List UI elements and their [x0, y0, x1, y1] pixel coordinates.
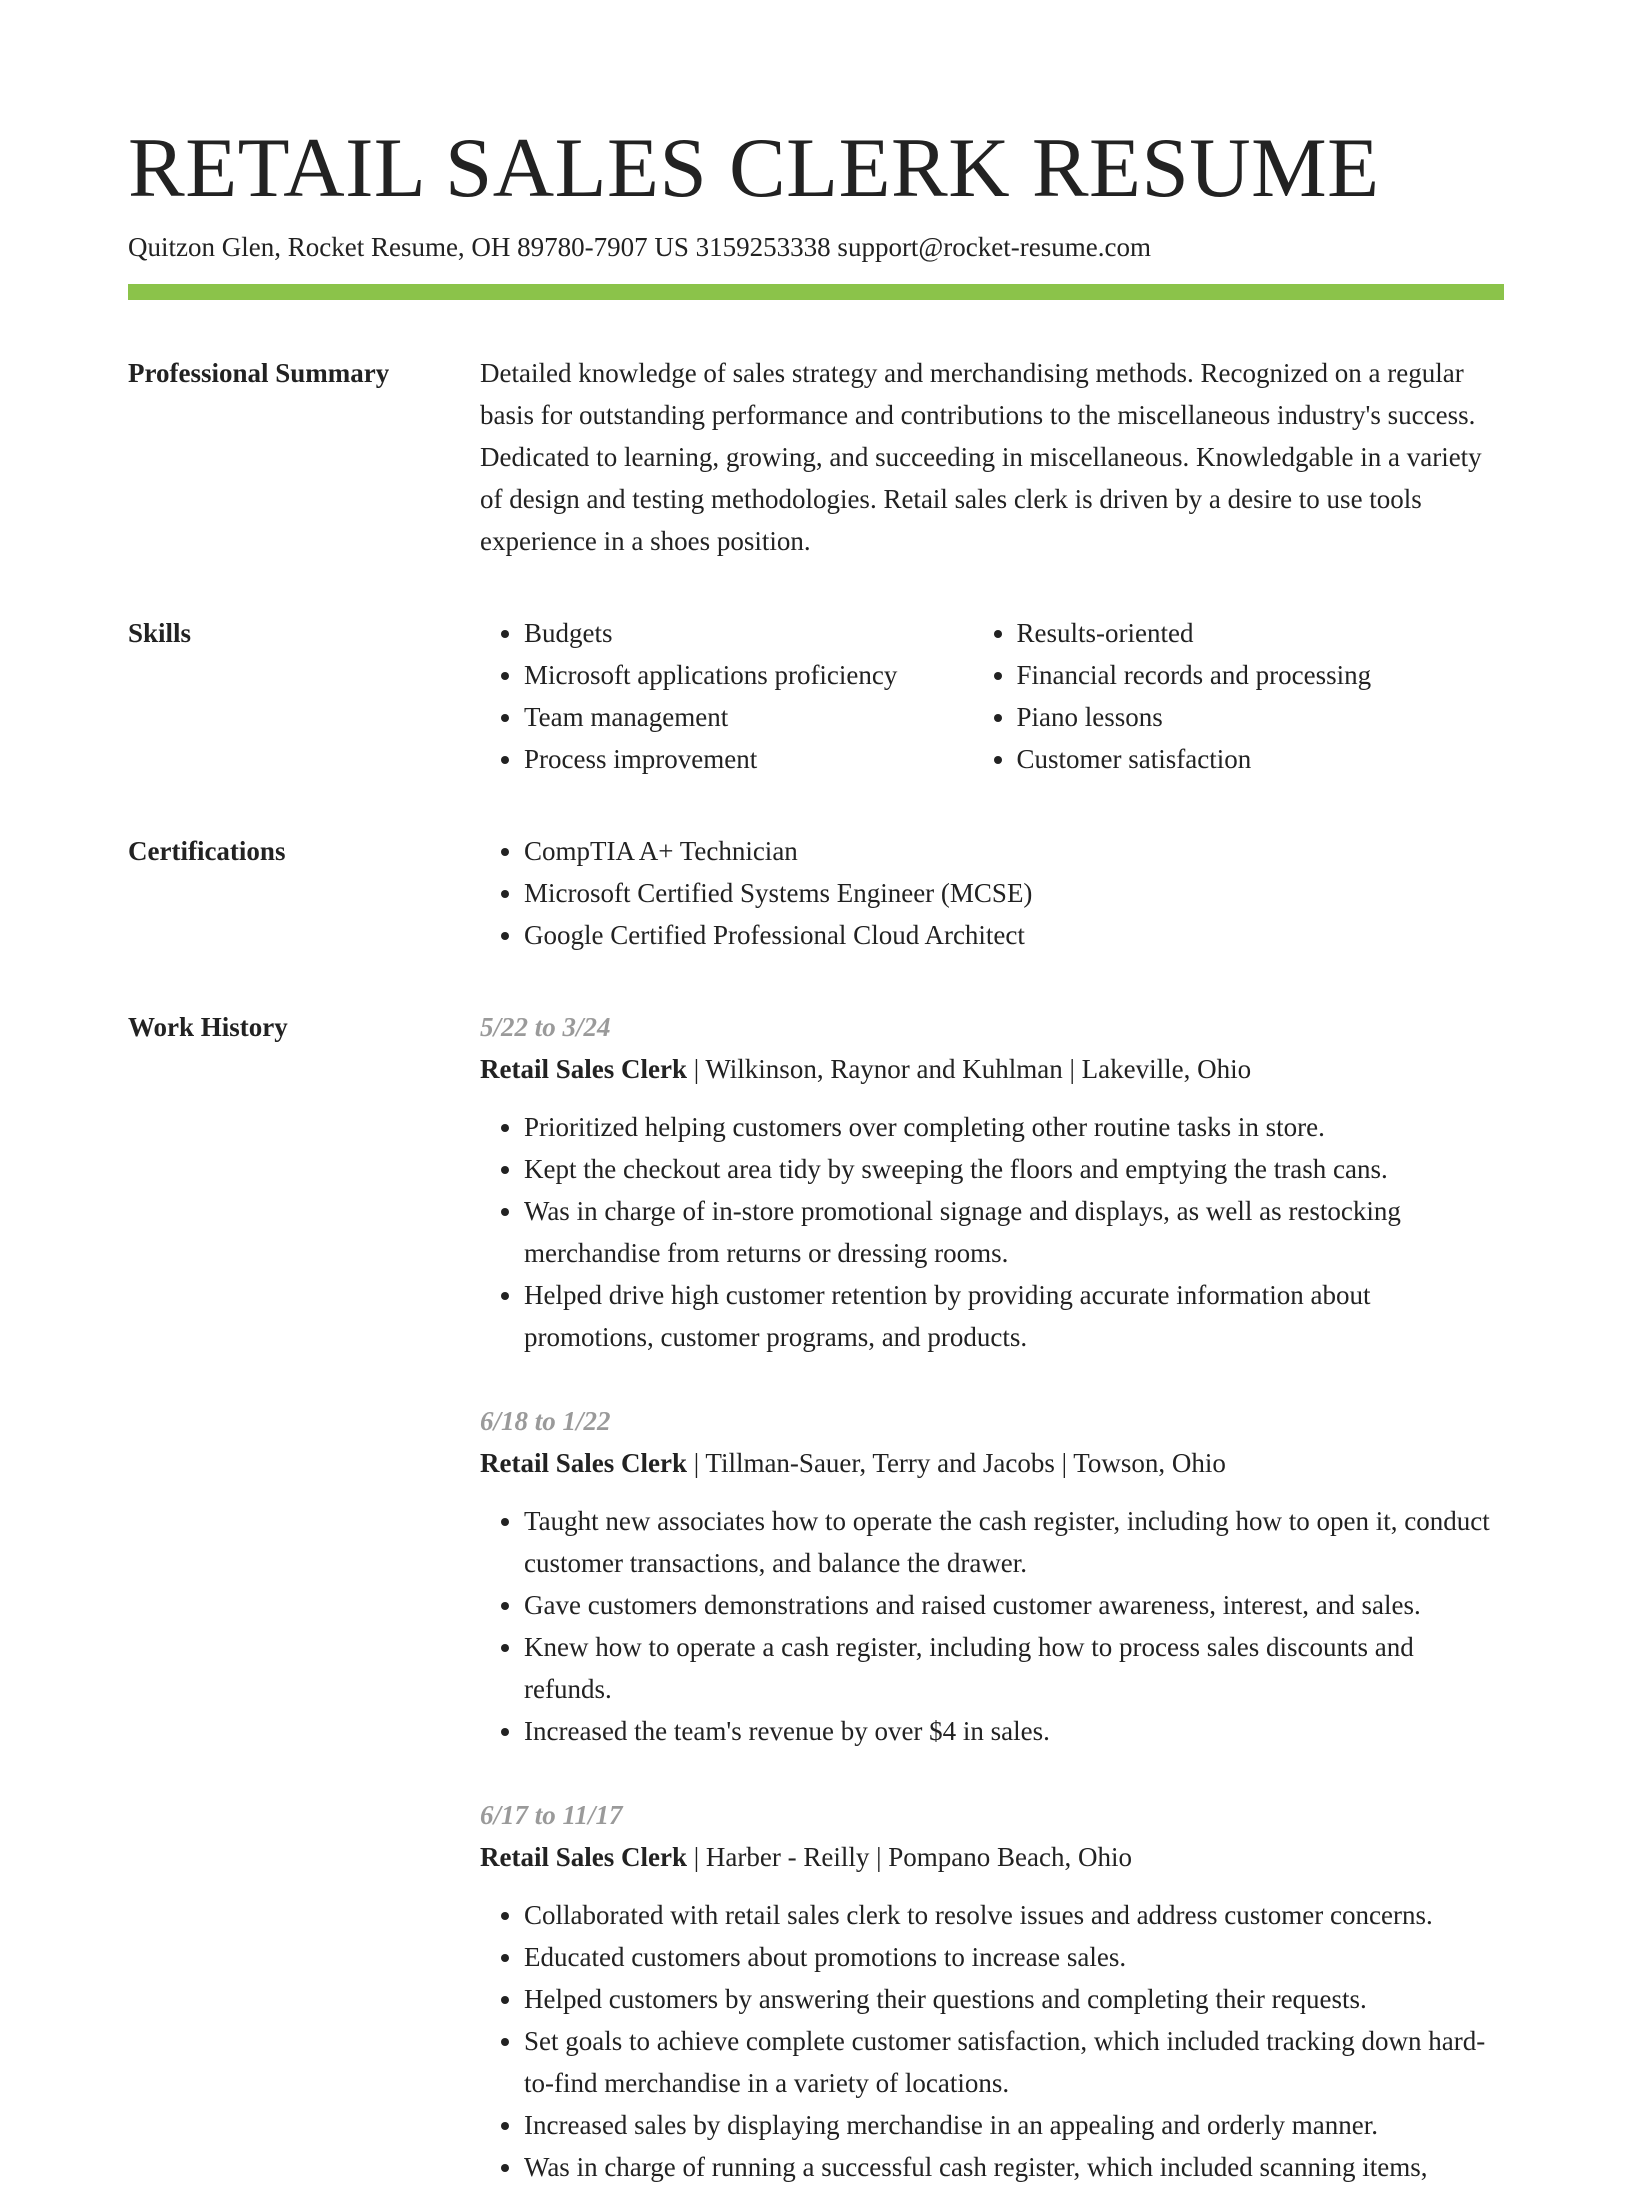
job-company-location: | Wilkinson, Raynor and Kuhlman | Lakeville, Ohio	[686, 1054, 1252, 1084]
job-bullet: • Helped drive high customer retention by providing accurate information about promotions, customer programs, and products.	[524, 1274, 1504, 1358]
certifications-list	[480, 830, 1504, 956]
accent-divider	[128, 284, 1504, 300]
skills-list-col1	[480, 612, 973, 780]
job-bullet: • Educated customers about promotions to increase sales.	[524, 1936, 1504, 1978]
job-title: Retail Sales Clerk	[480, 1842, 687, 1872]
job-bullet: • Knew how to operate a cash register, including how to process sales discounts and refunds.	[524, 1626, 1504, 1710]
job-heading	[480, 1836, 1504, 1878]
work-history-section	[128, 1006, 1504, 2188]
section-title-skills: Skills	[128, 618, 192, 648]
job-bullet: • Kept the checkout area tidy by sweeping the floors and emptying the trash cans.	[524, 1148, 1504, 1190]
job-company-location: | Harber - Reilly | Pompano Beach, Ohio	[686, 1842, 1132, 1872]
section-title-summary: Professional Summary	[128, 358, 390, 388]
summary-section	[128, 352, 1504, 562]
certifications-section	[128, 830, 1504, 956]
contact-line: Quitzon Glen, Rocket Resume, OH 89780-7907 US 3159253338 support@rocket-resume.com	[128, 232, 1151, 262]
job-bullet: • Was in charge of running a successful cash register, which included scanning items,	[524, 2146, 1504, 2188]
job-bullet: • Helped customers by answering their questions and completing their requests.	[524, 1978, 1504, 2020]
summary-text: Detailed knowledge of sales strategy and merchandising methods. Recognized on a regular basis for outstanding performance and contributions to the miscellaneous industry's success. Dedicated to learning, growing, and succeeding in miscellaneous. Knowledgable in a variety of design and testing methodologies. Retail sales clerk is driven by a desire to use tools experience in a shoes position.	[480, 358, 1482, 556]
job-bullets	[480, 1894, 1504, 2188]
job-heading	[480, 1048, 1504, 1090]
job-title: Retail Sales Clerk	[480, 1448, 687, 1478]
job-title: Retail Sales Clerk	[480, 1054, 687, 1084]
skill-item: • Customer satisfaction	[1017, 738, 1505, 780]
skills-section	[128, 612, 1504, 780]
job-bullet: • Was in charge of in-store promotional signage and displays, as well as restocking merchandise from returns or dressing rooms.	[524, 1190, 1504, 1274]
job-heading	[480, 1442, 1504, 1484]
job-bullet: • Prioritized helping customers over completing other routine tasks in store.	[524, 1106, 1504, 1148]
certification-item: • CompTIA A+ Technician	[524, 830, 1504, 872]
certification-item: • Google Certified Professional Cloud Architect	[524, 914, 1504, 956]
skill-item: • Financial records and processing	[1017, 654, 1505, 696]
skill-item: • Process improvement	[524, 738, 973, 780]
skill-item: • Team management	[524, 696, 973, 738]
resume-title: RETAIL SALES CLERK RESUME	[128, 121, 1380, 215]
skill-item: • Piano lessons	[1017, 696, 1505, 738]
skills-list-col2	[973, 612, 1505, 780]
section-title-work-history: Work History	[128, 1012, 288, 1042]
job-dates: 6/18 to 1/22	[480, 1406, 611, 1436]
skill-item: • Microsoft applications proficiency	[524, 654, 973, 696]
job-bullet: • Taught new associates how to operate the cash register, including how to open it, conduct customer transactions, and balance the drawer.	[524, 1500, 1504, 1584]
job-entry	[480, 1006, 1504, 1358]
certification-item: • Microsoft Certified Systems Engineer (MCSE)	[524, 872, 1504, 914]
job-company-location: | Tillman-Sauer, Terry and Jacobs | Towson, Ohio	[686, 1448, 1226, 1478]
job-bullets	[480, 1106, 1504, 1358]
job-entry	[480, 1794, 1504, 2188]
job-dates: 6/17 to 11/17	[480, 1800, 623, 1830]
job-bullets	[480, 1500, 1504, 1752]
skill-item: • Budgets	[524, 612, 973, 654]
job-bullet: • Increased sales by displaying merchandise in an appealing and orderly manner.	[524, 2104, 1504, 2146]
section-title-certifications: Certifications	[128, 836, 286, 866]
job-entry	[480, 1400, 1504, 1752]
job-dates: 5/22 to 3/24	[480, 1012, 611, 1042]
skill-item: • Results-oriented	[1017, 612, 1505, 654]
job-bullet: • Collaborated with retail sales clerk to resolve issues and address customer concerns.	[524, 1894, 1504, 1936]
job-bullet: • Gave customers demonstrations and raised customer awareness, interest, and sales.	[524, 1584, 1504, 1626]
job-bullet: • Set goals to achieve complete customer satisfaction, which included tracking down hard-to-find merchandise in a variety of locations.	[524, 2020, 1504, 2104]
job-bullet: • Increased the team's revenue by over $4 in sales.	[524, 1710, 1504, 1752]
resume-page	[128, 118, 1504, 2188]
